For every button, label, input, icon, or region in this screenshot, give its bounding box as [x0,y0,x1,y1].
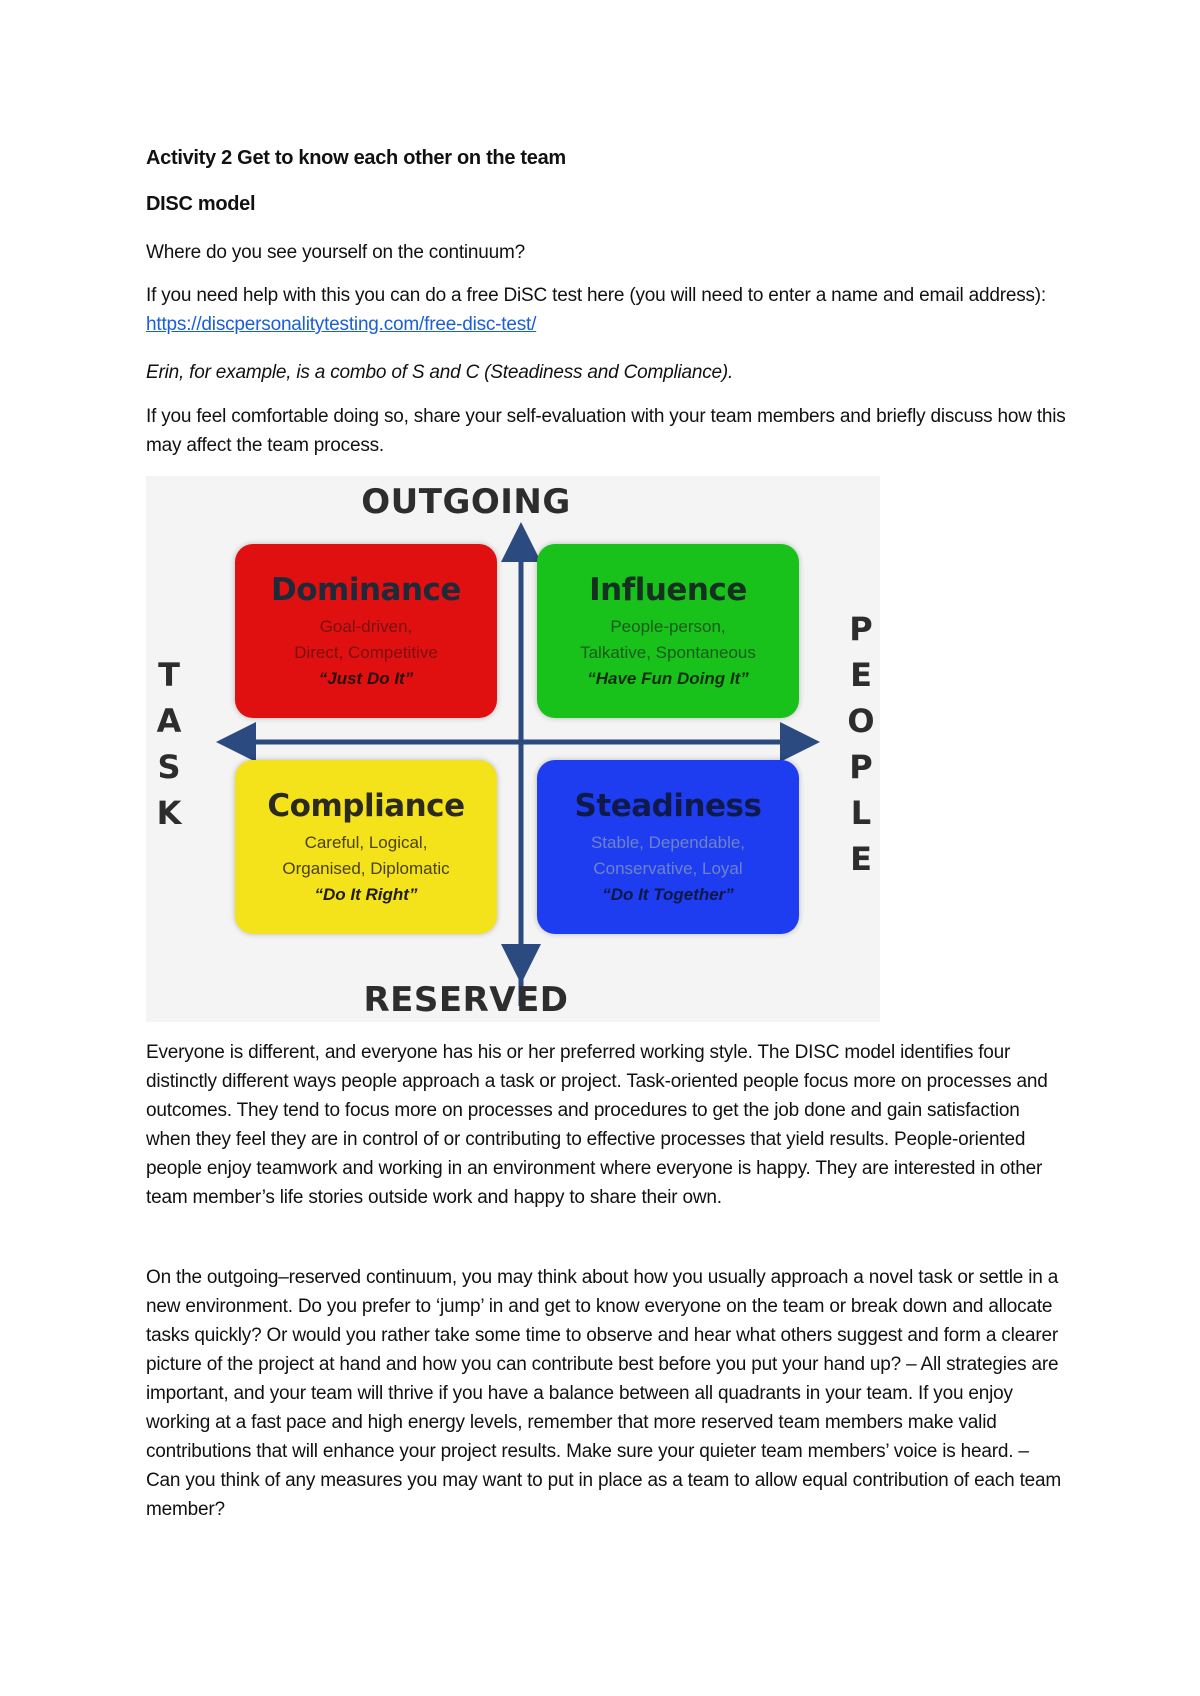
outgoing-label: OUTGOING [361,482,571,522]
people-label [846,606,876,882]
task-label [154,652,184,836]
body-paragraph-1: Everyone is different, and everyone has his or her preferred working style. The DISC model identifies four distinctly different ways people approach a task or project. Task-oriented people focus more on processes and outcomes. They tend to focus more on processes and procedures to get the job done and gain satisfaction when they feel they are in control of or contributing to effective processes that yield results. People-oriented people enjoy teamwork and working in an environment where everyone is happy. They are interested in other team member’s life stories outside work and happy to share their own. [146,1042,1048,1208]
dominance-quote: “Just Do It” [318,669,414,688]
help-paragraph [146,281,1066,339]
task-label-letter: K [156,794,182,832]
people-label-letter: E [850,656,872,694]
body-paragraph-2: On the outgoing–reserved continuum, you may think about how you usually approach a novel task or settle in a new environment. Do you prefer to ‘jump’ in and get to know everyone on the team or break down and allocate tasks quickly? Or would you rather take some time to observe and hear what others suggest and form a clearer picture of the project at hand and how you can contribute best before you put your hand up? – All strategies are important, and your team will thrive if you have a balance between all quadrants in your team. If you enjoy working at a fast pace and high energy levels, remember that more reserved team members make valid contributions that will enhance your project results. Make sure your quieter team members’ voice is heard. – Can you think of any measures you may want to put in place as a team to allow equal contribution of each team member? [146,1267,1062,1520]
compliance-traits-1: Careful, Logical, [304,833,428,852]
reserved-label: RESERVED [363,980,569,1020]
steadiness-traits-2: Conservative, Loyal [593,859,743,878]
people-label-letter: P [849,610,873,648]
compliance-title: Compliance [267,788,465,824]
dominance-traits-2: Direct, Competitive [294,643,438,662]
example-text: Erin, for example, is a combo of S and C (Steadiness and Compliance). [146,362,734,383]
dominance-traits-1: Goal-driven, [319,617,413,636]
disc-model-subheading: DISC model [146,193,256,215]
task-label-letter: S [157,748,181,786]
steadiness-quadrant [537,760,799,934]
dominance-title: Dominance [271,572,461,608]
disc-diagram [146,476,880,1022]
people-label-letter: L [850,794,872,832]
disc-test-link[interactable]: https://discpersonalitytesting.com/free-disc-test/ [146,314,537,335]
influence-quote: “Have Fun Doing It” [587,669,749,688]
dominance-quadrant [235,544,497,718]
activity-heading: Activity 2 Get to know each other on the team [146,147,566,169]
compliance-quadrant [235,760,497,934]
people-label-letter: E [850,840,872,878]
people-label-letter: P [849,748,873,786]
share-paragraph: If you feel comfortable doing so, share your self-evaluation with your team members and briefly discuss how this may affect the team process. [146,406,1066,456]
influence-title: Influence [589,572,747,608]
compliance-traits-2: Organised, Diplomatic [282,859,450,878]
steadiness-quote: “Do It Together” [602,885,734,904]
continuum-question: Where do you see yourself on the continuum? [146,242,526,263]
compliance-quote: “Do It Right” [314,885,418,904]
steadiness-traits-1: Stable, Dependable, [590,833,746,852]
influence-traits-1: People-person, [610,617,726,636]
influence-traits-2: Talkative, Spontaneous [580,643,756,662]
influence-quadrant [537,544,799,718]
steadiness-title: Steadiness [574,788,762,824]
help-text: If you need help with this you can do a free DiSC test here (you will need to enter a name and email address): [146,285,1047,306]
task-label-letter: A [156,702,182,740]
people-label-letter: O [847,702,875,740]
task-label-letter: T [158,656,180,694]
